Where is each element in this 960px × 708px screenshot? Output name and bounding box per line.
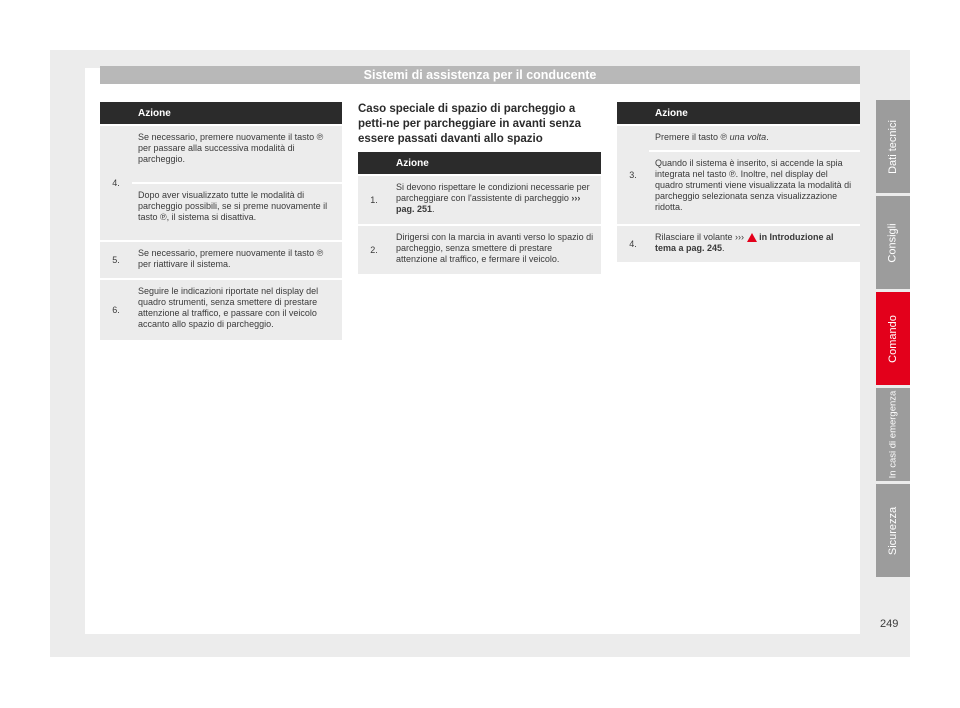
step-number: 6. [100,280,132,340]
table-cell: Rilasciare il volante ››› in Introduzione al tema a pag. 245. [649,226,860,262]
table-cell: Seguire le indicazioni riportate nel display del quadro strumenti, senza smettere di prestare attenzione al traffico, e passare con il veicolo accanto allo spazio di parcheggio. [132,280,342,340]
table-header: Azione [132,102,342,124]
tab-consigli[interactable]: Consigli [876,196,910,289]
action-table-2 [358,150,601,276]
side-tabs [876,100,910,580]
table-cell: Si devono rispettare le condizioni necessarie per parcheggiare con l'assistente di parcheggio ››› pag. 251. [390,176,601,224]
table-cell: Premere il tasto ℗ una volta. [649,126,860,150]
section-header: Sistemi di assistenza per il conducente [100,66,860,84]
table-cell: Se necessario, premere nuovamente il tasto ℗ per riattivare il sistema. [132,242,342,278]
tab-comando[interactable]: Comando [876,292,910,385]
action-table-3 [617,100,860,264]
table-cell: Dopo aver visualizzato tutte le modalità di parcheggio possibili, se si preme nuovamente il tasto ℗, il sistema si disattiva. [132,184,342,240]
page-reference: ››› pag. 251 [396,193,581,214]
step-number: 4. [617,226,649,262]
tab-dati-tecnici[interactable]: Dati tecnici [876,100,910,193]
table-cell: Quando il sistema è inserito, si accende la spia integrata nel tasto ℗. Inoltre, nel display del quadro strumenti viene visualizzata la modalità di parcheggio selezionata senza visualizzazione ridotta. [649,152,860,224]
step-number: 1. [358,176,390,224]
step-number: 3. [617,126,649,224]
table-header: Azione [390,152,601,174]
tab-in-casi-di-emergenza[interactable]: In casi di emergenza [876,388,910,481]
section-title: Caso speciale di spazio di parcheggio a petti-ne per parcheggiare in avanti senza essere passati davanti allo spazio [358,103,582,145]
page-number: 249 [880,618,899,630]
table-cell: Se necessario, premere nuovamente il tasto ℗ per passare alla successiva modalità di parcheggio. [132,126,342,182]
table-cell: Dirigersi con la marcia in avanti verso lo spazio di parcheggio, senza smettere di prestare attenzione al traffico, e fermare il veicolo. [390,226,601,274]
step-number: 4. [100,126,132,240]
step-number: 2. [358,226,390,274]
tab-sicurezza[interactable]: Sicurezza [876,484,910,577]
warning-icon [747,233,757,242]
action-table-1 [100,100,342,342]
page-reference: in Introduzione al tema a pag. 245 [655,232,834,253]
step-number: 5. [100,242,132,278]
table-header: Azione [649,102,860,124]
